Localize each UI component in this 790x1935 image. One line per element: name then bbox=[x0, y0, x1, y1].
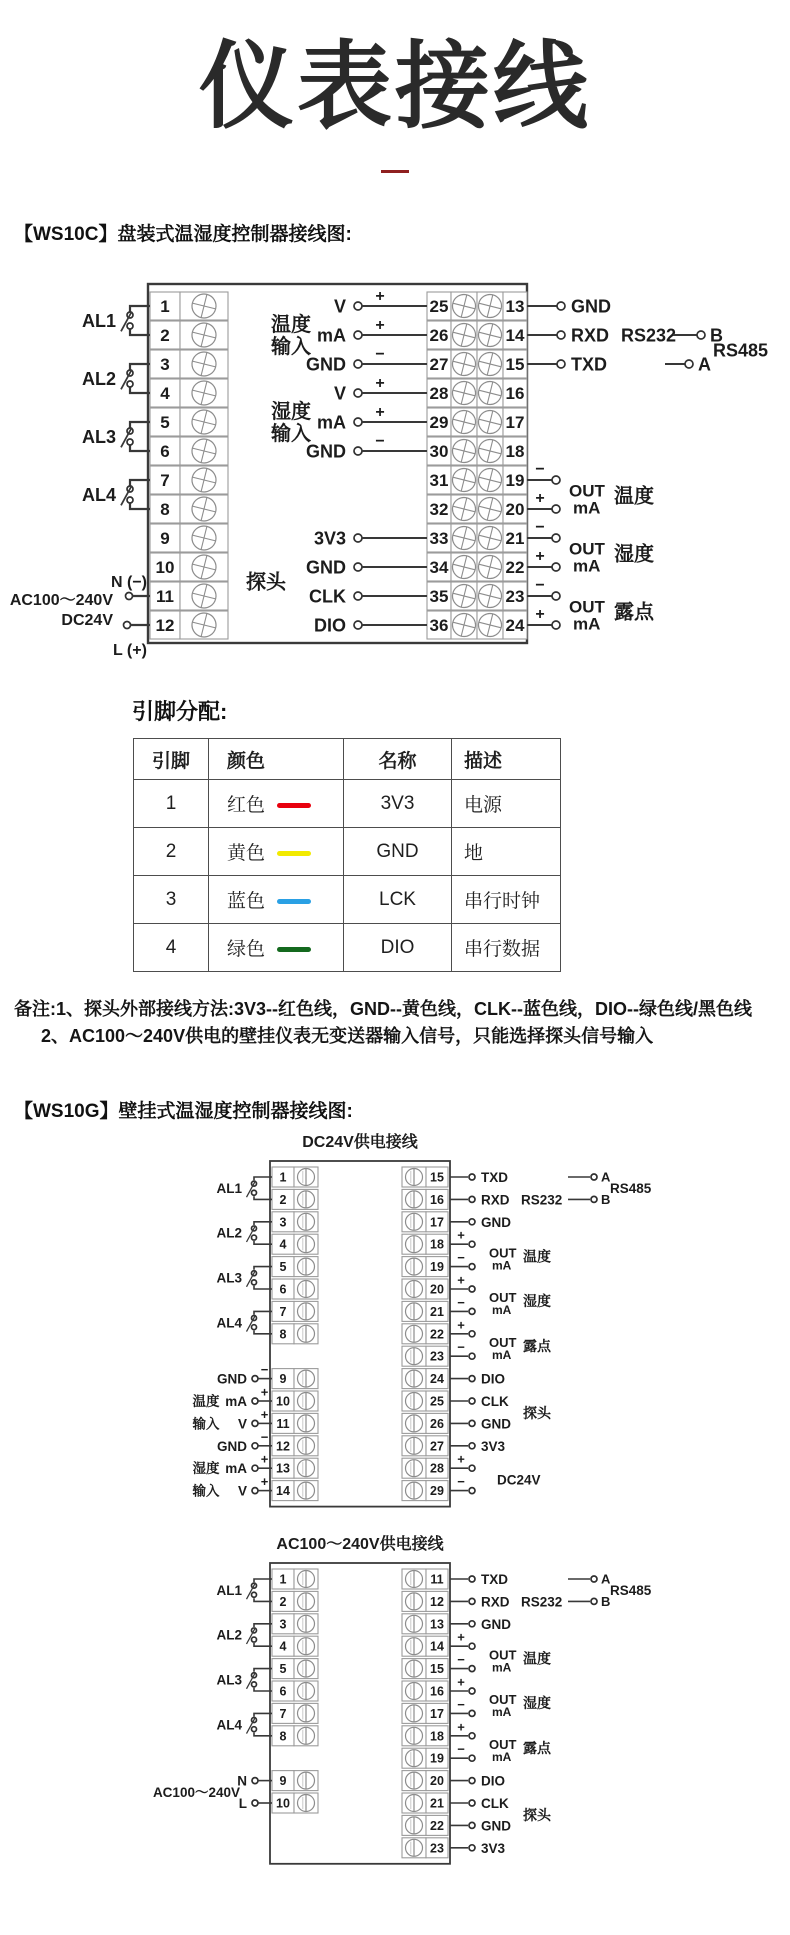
svg-text:L: L bbox=[238, 1796, 247, 1812]
svg-text:3: 3 bbox=[279, 1215, 287, 1230]
svg-text:18: 18 bbox=[430, 1729, 444, 1744]
pin-table-header-row bbox=[134, 739, 561, 780]
pin-number: 1 bbox=[134, 780, 209, 828]
svg-text:+: + bbox=[457, 1630, 465, 1646]
svg-text:mA: mA bbox=[492, 1258, 512, 1273]
rs485-port bbox=[568, 1170, 652, 1207]
page-title: 仪表接线 bbox=[198, 34, 591, 140]
svg-text:7: 7 bbox=[279, 1707, 287, 1722]
svg-text:19: 19 bbox=[430, 1260, 444, 1275]
svg-text:AL2: AL2 bbox=[216, 1628, 242, 1644]
svg-text:B: B bbox=[601, 1192, 611, 1208]
svg-text:TXD: TXD bbox=[481, 1170, 508, 1186]
svg-text:TXD: TXD bbox=[481, 1572, 508, 1588]
svg-text:mA: mA bbox=[492, 1660, 512, 1675]
svg-text:2: 2 bbox=[279, 1193, 287, 1208]
col-header-name: 名称 bbox=[344, 739, 452, 780]
svg-text:21: 21 bbox=[505, 529, 525, 549]
svg-text:AL2: AL2 bbox=[216, 1226, 242, 1242]
svg-text:19: 19 bbox=[505, 471, 525, 491]
signal-name: LCK bbox=[344, 876, 452, 924]
svg-text:1: 1 bbox=[279, 1170, 287, 1185]
svg-text:mA: mA bbox=[225, 1461, 247, 1477]
svg-text:AL4: AL4 bbox=[216, 1315, 242, 1331]
svg-text:OUT: OUT bbox=[569, 597, 605, 617]
svg-text:温度: 温度 bbox=[614, 485, 654, 508]
signal-name: GND bbox=[344, 828, 452, 876]
pin-number: 4 bbox=[134, 924, 209, 972]
svg-text:4: 4 bbox=[279, 1640, 287, 1655]
svg-text:B: B bbox=[601, 1594, 611, 1610]
wire-color bbox=[209, 828, 344, 876]
svg-text:20: 20 bbox=[430, 1774, 444, 1789]
svg-text:温度: 温度 bbox=[523, 1650, 551, 1667]
svg-text:−: − bbox=[375, 346, 385, 364]
alarm-relay-contacts bbox=[82, 306, 150, 509]
svg-text:CLK: CLK bbox=[481, 1796, 509, 1812]
svg-text:24: 24 bbox=[430, 1372, 444, 1387]
svg-text:13: 13 bbox=[276, 1462, 290, 1477]
svg-text:21: 21 bbox=[430, 1796, 444, 1811]
svg-text:N (−): N (−) bbox=[111, 574, 147, 592]
svg-text:湿度: 湿度 bbox=[523, 1695, 551, 1712]
svg-text:OUT: OUT bbox=[569, 481, 605, 501]
svg-text:35: 35 bbox=[429, 587, 449, 607]
svg-text:33: 33 bbox=[429, 529, 449, 549]
col-header-color: 颜色 bbox=[209, 739, 344, 780]
svg-text:GND: GND bbox=[571, 296, 611, 317]
svg-text:探头: 探头 bbox=[246, 571, 286, 594]
svg-text:露点: 露点 bbox=[523, 1740, 551, 1757]
svg-text:22: 22 bbox=[430, 1327, 444, 1342]
svg-text:16: 16 bbox=[505, 384, 525, 404]
svg-text:+: + bbox=[260, 1407, 269, 1423]
table-row bbox=[134, 876, 561, 924]
svg-text:6: 6 bbox=[279, 1684, 287, 1699]
alarm-contact-AL3 bbox=[216, 1267, 272, 1289]
alarm-contact-AL1 bbox=[216, 1177, 272, 1199]
svg-text:+: + bbox=[375, 288, 385, 306]
svg-text:+: + bbox=[375, 317, 385, 335]
pin-number: 3 bbox=[134, 876, 209, 924]
svg-text:AL3: AL3 bbox=[216, 1672, 242, 1688]
alarm-contact-AL1 bbox=[82, 306, 150, 335]
svg-text:−: − bbox=[457, 1340, 465, 1356]
remark-line-1: 备注:1、探头外部接线方法:3V3--红色线，GND--黄色线，CLK--蓝色线，DIO--绿色线/黑色线 bbox=[14, 999, 752, 1020]
svg-text:RS485: RS485 bbox=[713, 340, 769, 361]
svg-text:6: 6 bbox=[160, 442, 170, 462]
svg-text:11: 11 bbox=[276, 1417, 290, 1432]
svg-text:27: 27 bbox=[429, 355, 449, 375]
analog-outputs bbox=[527, 461, 655, 634]
svg-text:GND: GND bbox=[306, 441, 346, 462]
svg-text:1: 1 bbox=[160, 297, 170, 317]
svg-text:23: 23 bbox=[430, 1841, 444, 1856]
color-name: 绿色 bbox=[227, 939, 266, 961]
signal-name: 3V3 bbox=[344, 780, 452, 828]
svg-text:16: 16 bbox=[430, 1684, 444, 1699]
svg-text:TXD: TXD bbox=[571, 354, 607, 375]
svg-text:OUT: OUT bbox=[489, 1737, 517, 1753]
svg-text:9: 9 bbox=[279, 1372, 287, 1387]
table-row bbox=[134, 780, 561, 828]
alarm-contact-AL4 bbox=[216, 1312, 272, 1334]
svg-text:7: 7 bbox=[160, 471, 170, 491]
svg-text:mA: mA bbox=[492, 1303, 512, 1318]
svg-text:14: 14 bbox=[505, 326, 525, 346]
svg-text:mA: mA bbox=[573, 498, 601, 518]
svg-text:−: − bbox=[535, 519, 545, 537]
svg-text:−: − bbox=[375, 433, 385, 451]
svg-text:10: 10 bbox=[155, 558, 175, 578]
svg-text:+: + bbox=[457, 1452, 465, 1468]
svg-text:12: 12 bbox=[276, 1439, 290, 1454]
svg-text:31: 31 bbox=[429, 471, 449, 491]
svg-text:−: − bbox=[535, 577, 545, 595]
svg-text:V: V bbox=[237, 1483, 247, 1499]
ws10g-section-heading: 【WS10G】壁挂式温湿度控制器接线图: bbox=[14, 1101, 353, 1123]
svg-text:−: − bbox=[260, 1429, 269, 1445]
svg-text:12: 12 bbox=[430, 1595, 444, 1610]
color-name: 蓝色 bbox=[227, 891, 266, 913]
svg-text:OUT: OUT bbox=[489, 1647, 517, 1663]
color-name: 红色 bbox=[227, 795, 266, 817]
svg-text:GND: GND bbox=[481, 1818, 511, 1834]
svg-text:温度: 温度 bbox=[271, 314, 311, 337]
svg-text:GND: GND bbox=[306, 557, 346, 578]
svg-text:OUT: OUT bbox=[489, 1245, 517, 1261]
svg-text:输入: 输入 bbox=[271, 336, 311, 359]
col-header-pin: 引脚 bbox=[134, 739, 209, 780]
signal-name: DIO bbox=[344, 924, 452, 972]
svg-text:RS232: RS232 bbox=[621, 325, 677, 346]
ws10c-section-heading: 【WS10C】盘装式温湿度控制器接线图: bbox=[14, 224, 352, 246]
svg-text:B: B bbox=[710, 325, 723, 346]
alarm-relay-contacts bbox=[216, 1579, 272, 1736]
svg-text:A: A bbox=[698, 354, 711, 375]
svg-text:+: + bbox=[457, 1719, 465, 1735]
svg-text:+: + bbox=[260, 1474, 269, 1490]
svg-text:4: 4 bbox=[160, 384, 170, 404]
svg-text:+: + bbox=[457, 1674, 465, 1690]
svg-text:2: 2 bbox=[279, 1595, 287, 1610]
alarm-relay-contacts bbox=[216, 1177, 272, 1334]
svg-text:AL4: AL4 bbox=[216, 1717, 242, 1733]
svg-text:8: 8 bbox=[160, 500, 170, 520]
svg-text:输入: 输入 bbox=[192, 1483, 220, 1499]
svg-text:3V3: 3V3 bbox=[481, 1439, 506, 1455]
wire-color bbox=[209, 924, 344, 972]
svg-text:AL3: AL3 bbox=[81, 427, 116, 448]
svg-text:17: 17 bbox=[430, 1215, 444, 1230]
pin-assignment-heading: 引脚分配: bbox=[132, 699, 228, 725]
svg-text:2: 2 bbox=[160, 326, 170, 346]
remark-line-2: 2、AC100～240V供电的壁挂仪表无变送器输入信号，只能选择探头信号输入 bbox=[41, 1026, 654, 1047]
alarm-contact-AL2 bbox=[82, 364, 150, 393]
svg-text:+: + bbox=[375, 404, 385, 422]
color-swatch bbox=[277, 899, 311, 904]
svg-text:湿度: 湿度 bbox=[523, 1293, 551, 1310]
svg-text:GND: GND bbox=[217, 1371, 247, 1387]
svg-text:3: 3 bbox=[279, 1617, 287, 1632]
svg-text:+: + bbox=[457, 1272, 465, 1288]
svg-text:23: 23 bbox=[430, 1350, 444, 1365]
svg-text:mA: mA bbox=[316, 325, 346, 346]
svg-text:−: − bbox=[457, 1295, 465, 1311]
serial-comm bbox=[527, 297, 676, 375]
svg-text:15: 15 bbox=[505, 355, 525, 375]
svg-text:+: + bbox=[375, 375, 385, 393]
svg-text:探头: 探头 bbox=[523, 1807, 551, 1824]
svg-text:AC100～240V: AC100～240V bbox=[152, 1785, 240, 1801]
svg-text:−: − bbox=[457, 1697, 465, 1713]
svg-text:V: V bbox=[237, 1416, 247, 1432]
color-swatch bbox=[277, 947, 311, 952]
svg-text:N: N bbox=[237, 1773, 247, 1789]
alarm-contact-AL3 bbox=[216, 1669, 272, 1691]
svg-text:AL4: AL4 bbox=[81, 485, 116, 506]
rs485-port bbox=[665, 326, 768, 375]
svg-text:9: 9 bbox=[279, 1774, 287, 1789]
svg-text:3: 3 bbox=[160, 355, 170, 375]
svg-text:+: + bbox=[260, 1384, 269, 1400]
ws10g-dc24v-wiring-diagram bbox=[0, 1131, 790, 1519]
pin-assignment-table bbox=[133, 738, 561, 972]
svg-text:20: 20 bbox=[505, 500, 525, 520]
svg-text:9: 9 bbox=[160, 529, 170, 549]
svg-text:+: + bbox=[457, 1317, 465, 1333]
svg-text:13: 13 bbox=[430, 1617, 444, 1632]
svg-text:RXD: RXD bbox=[481, 1594, 510, 1610]
svg-text:探头: 探头 bbox=[523, 1405, 551, 1422]
svg-text:OUT: OUT bbox=[569, 539, 605, 559]
svg-text:+: + bbox=[260, 1452, 269, 1468]
col-header-desc: 描述 bbox=[452, 739, 561, 780]
svg-text:−: − bbox=[260, 1362, 269, 1378]
alarm-contact-AL2 bbox=[216, 1624, 272, 1646]
svg-text:AL1: AL1 bbox=[216, 1583, 242, 1599]
svg-text:14: 14 bbox=[276, 1484, 290, 1499]
svg-text:36: 36 bbox=[429, 616, 449, 636]
svg-text:输入: 输入 bbox=[271, 423, 311, 446]
svg-text:GND: GND bbox=[481, 1617, 511, 1633]
svg-text:V: V bbox=[333, 383, 346, 404]
svg-text:露点: 露点 bbox=[523, 1338, 551, 1355]
ws10g-ac100-240v-wiring-diagram bbox=[0, 1533, 790, 1875]
svg-text:23: 23 bbox=[505, 587, 525, 607]
svg-text:DC24V: DC24V bbox=[497, 1472, 541, 1488]
color-swatch bbox=[277, 851, 311, 856]
svg-text:DC24V供电接线: DC24V供电接线 bbox=[302, 1134, 418, 1152]
svg-text:AC100～240V供电接线: AC100～240V供电接线 bbox=[276, 1536, 444, 1554]
svg-text:mA: mA bbox=[492, 1348, 512, 1363]
svg-text:AL3: AL3 bbox=[216, 1270, 242, 1286]
pin-number: 2 bbox=[134, 828, 209, 876]
svg-text:温度: 温度 bbox=[523, 1248, 551, 1265]
svg-text:GND: GND bbox=[306, 354, 346, 375]
svg-text:11: 11 bbox=[430, 1572, 444, 1587]
left-pins bbox=[153, 1774, 272, 1811]
svg-text:V: V bbox=[333, 296, 346, 317]
svg-text:−: − bbox=[457, 1742, 465, 1758]
svg-text:RS485: RS485 bbox=[610, 1181, 652, 1197]
svg-text:11: 11 bbox=[156, 587, 174, 607]
svg-text:15: 15 bbox=[430, 1170, 444, 1185]
svg-text:−: − bbox=[457, 1474, 465, 1490]
wire-color bbox=[209, 780, 344, 828]
alarm-contact-AL1 bbox=[216, 1579, 272, 1601]
svg-text:25: 25 bbox=[429, 297, 449, 317]
svg-text:29: 29 bbox=[429, 413, 449, 433]
svg-text:4: 4 bbox=[279, 1238, 287, 1253]
svg-text:25: 25 bbox=[430, 1394, 444, 1409]
color-name: 黄色 bbox=[227, 843, 266, 865]
title-underline-accent bbox=[381, 170, 409, 173]
svg-text:19: 19 bbox=[430, 1752, 444, 1767]
svg-text:AL2: AL2 bbox=[81, 369, 116, 390]
svg-text:3V3: 3V3 bbox=[481, 1841, 506, 1857]
signal-desc: 电源 bbox=[452, 780, 561, 828]
svg-text:CLK: CLK bbox=[309, 586, 346, 607]
svg-text:GND: GND bbox=[217, 1439, 247, 1455]
svg-text:13: 13 bbox=[505, 297, 525, 317]
svg-text:10: 10 bbox=[276, 1394, 290, 1409]
svg-text:湿度: 湿度 bbox=[192, 1461, 220, 1477]
svg-text:OUT: OUT bbox=[489, 1692, 517, 1708]
svg-text:17: 17 bbox=[430, 1707, 444, 1722]
svg-text:DIO: DIO bbox=[481, 1371, 506, 1387]
svg-text:露点: 露点 bbox=[614, 601, 654, 624]
svg-text:21: 21 bbox=[430, 1305, 444, 1320]
svg-text:30: 30 bbox=[429, 442, 449, 462]
svg-text:−: − bbox=[457, 1250, 465, 1266]
svg-text:26: 26 bbox=[430, 1417, 444, 1432]
svg-text:16: 16 bbox=[430, 1193, 444, 1208]
svg-text:RS232: RS232 bbox=[521, 1192, 563, 1208]
svg-text:7: 7 bbox=[279, 1305, 287, 1320]
svg-text:输入: 输入 bbox=[192, 1416, 220, 1432]
svg-text:8: 8 bbox=[279, 1729, 287, 1744]
svg-text:AL1: AL1 bbox=[81, 311, 116, 332]
svg-text:3V3: 3V3 bbox=[313, 528, 346, 549]
svg-text:15: 15 bbox=[430, 1662, 444, 1677]
svg-text:mA: mA bbox=[492, 1705, 512, 1720]
power-supply-terminals bbox=[10, 574, 150, 659]
signal-desc: 串行时钟 bbox=[452, 876, 561, 924]
svg-text:温度: 温度 bbox=[192, 1394, 220, 1410]
svg-text:20: 20 bbox=[430, 1282, 444, 1297]
svg-text:A: A bbox=[601, 1571, 611, 1587]
svg-text:mA: mA bbox=[573, 614, 601, 634]
svg-text:22: 22 bbox=[505, 558, 525, 578]
svg-text:mA: mA bbox=[492, 1750, 512, 1765]
svg-text:1: 1 bbox=[279, 1572, 287, 1587]
svg-text:A: A bbox=[601, 1169, 611, 1185]
svg-text:湿度: 湿度 bbox=[271, 401, 311, 424]
left-pins bbox=[192, 1362, 273, 1499]
svg-text:GND: GND bbox=[481, 1215, 511, 1231]
svg-text:22: 22 bbox=[430, 1819, 444, 1834]
svg-text:RS485: RS485 bbox=[610, 1583, 652, 1599]
rs485-port bbox=[568, 1572, 652, 1609]
svg-text:OUT: OUT bbox=[489, 1290, 517, 1306]
svg-text:6: 6 bbox=[279, 1282, 287, 1297]
svg-text:34: 34 bbox=[429, 558, 449, 578]
svg-text:12: 12 bbox=[155, 616, 175, 636]
svg-text:32: 32 bbox=[429, 500, 449, 520]
alarm-contact-AL2 bbox=[216, 1222, 272, 1244]
svg-text:L (+): L (+) bbox=[113, 642, 147, 660]
svg-text:RS232: RS232 bbox=[521, 1594, 563, 1610]
table-row bbox=[134, 828, 561, 876]
svg-text:+: + bbox=[535, 606, 545, 624]
svg-text:+: + bbox=[457, 1228, 465, 1244]
svg-text:OUT: OUT bbox=[489, 1335, 517, 1351]
svg-text:29: 29 bbox=[430, 1484, 444, 1499]
svg-text:18: 18 bbox=[505, 442, 525, 462]
svg-text:湿度: 湿度 bbox=[614, 543, 654, 566]
svg-text:26: 26 bbox=[429, 326, 449, 346]
svg-text:DC24V: DC24V bbox=[61, 612, 113, 630]
svg-text:RXD: RXD bbox=[481, 1192, 510, 1208]
svg-text:17: 17 bbox=[505, 413, 525, 433]
svg-text:8: 8 bbox=[279, 1327, 287, 1342]
svg-text:5: 5 bbox=[160, 413, 170, 433]
svg-text:mA: mA bbox=[316, 412, 346, 433]
svg-text:14: 14 bbox=[430, 1640, 444, 1655]
table-row bbox=[134, 924, 561, 972]
instrument-wiring-page bbox=[0, 34, 790, 1935]
alarm-contact-AL3 bbox=[82, 422, 150, 451]
svg-text:DIO: DIO bbox=[313, 615, 346, 636]
right-pins bbox=[450, 1170, 562, 1494]
remarks bbox=[14, 996, 790, 1050]
alarm-contact-AL4 bbox=[82, 480, 150, 509]
svg-text:5: 5 bbox=[279, 1662, 287, 1677]
color-swatch bbox=[277, 803, 311, 808]
ws10c-panel-mount-wiring-diagram bbox=[0, 276, 790, 661]
wire-color bbox=[209, 876, 344, 924]
svg-text:24: 24 bbox=[505, 616, 525, 636]
svg-text:10: 10 bbox=[276, 1796, 290, 1811]
signal-desc: 地 bbox=[452, 828, 561, 876]
svg-text:28: 28 bbox=[430, 1462, 444, 1477]
svg-text:GND: GND bbox=[481, 1416, 511, 1432]
svg-text:CLK: CLK bbox=[481, 1394, 509, 1410]
svg-text:mA: mA bbox=[573, 556, 601, 576]
svg-text:28: 28 bbox=[429, 384, 449, 404]
alarm-contact-AL4 bbox=[216, 1714, 272, 1736]
svg-text:18: 18 bbox=[430, 1238, 444, 1253]
svg-text:+: + bbox=[535, 548, 545, 566]
svg-text:AC100～240V: AC100～240V bbox=[9, 592, 113, 610]
svg-text:−: − bbox=[535, 461, 545, 479]
svg-text:+: + bbox=[535, 490, 545, 508]
svg-text:27: 27 bbox=[430, 1439, 444, 1454]
svg-text:AL1: AL1 bbox=[216, 1181, 242, 1197]
svg-text:RXD: RXD bbox=[571, 325, 610, 346]
svg-text:mA: mA bbox=[225, 1394, 247, 1410]
svg-text:DIO: DIO bbox=[481, 1773, 506, 1789]
signal-desc: 串行数据 bbox=[452, 924, 561, 972]
svg-text:−: − bbox=[457, 1652, 465, 1668]
svg-text:5: 5 bbox=[279, 1260, 287, 1275]
